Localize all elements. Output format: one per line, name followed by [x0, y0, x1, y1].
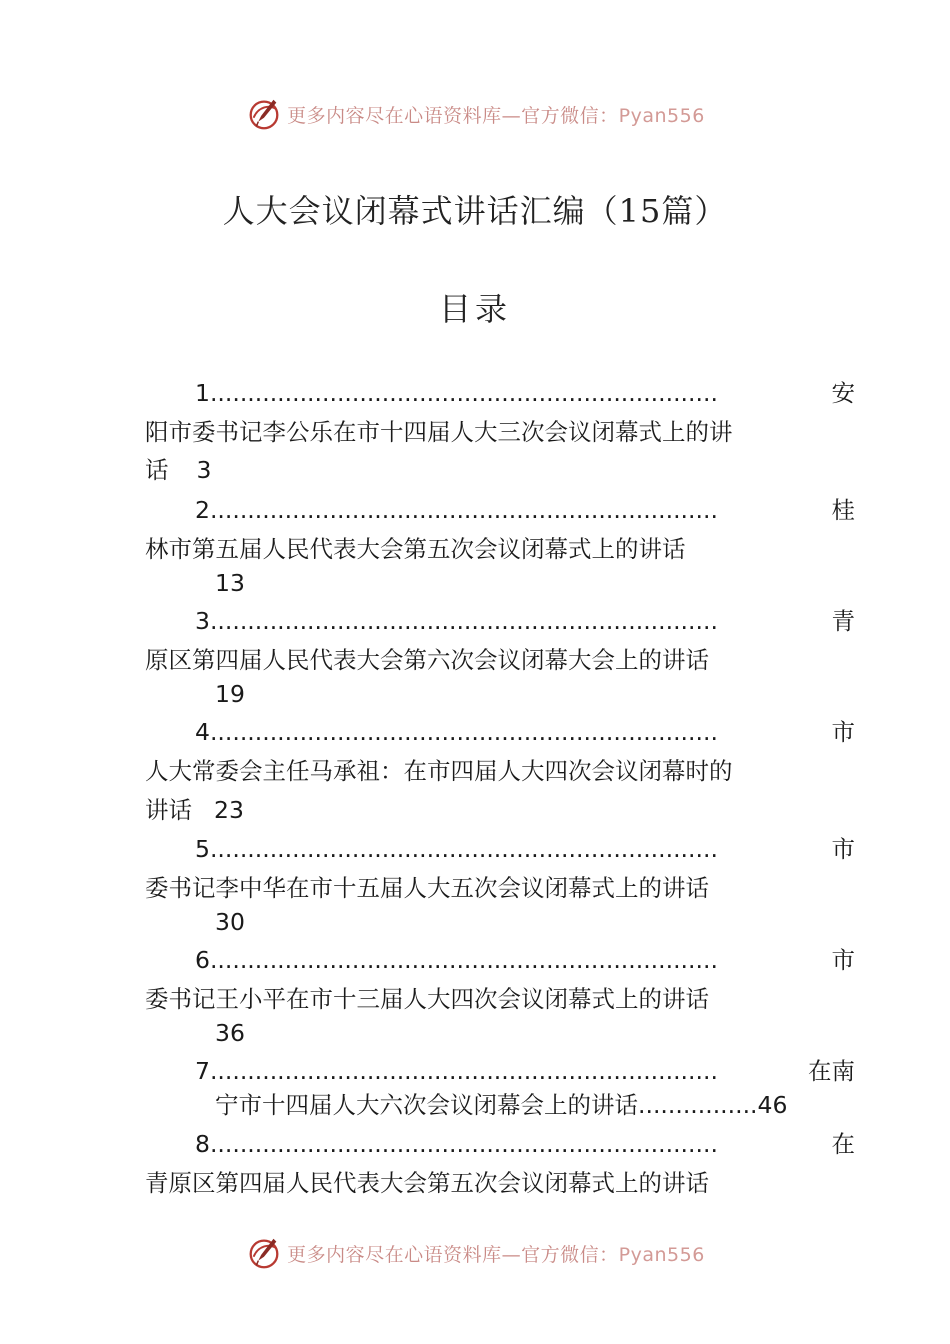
toc-entry-7-title[interactable]: 宁市十四届人大六次会议闭幕会上的讲话................46 — [215, 1091, 788, 1119]
toc-entry-2-lead[interactable]: 2. ................................................................... 桂 — [195, 496, 855, 524]
toc-entry-6-title[interactable]: 委书记王小平在市十三届人大四次会议闭幕式上的讲话 — [145, 985, 709, 1013]
toc-entry-1-lead[interactable]: 1. ................................................................... 安 — [195, 379, 855, 407]
toc-entry-5-page[interactable]: 30 — [215, 908, 245, 936]
toc-entry-5-title[interactable]: 委书记李中华在市十五届人大五次会议闭幕式上的讲话 — [145, 874, 709, 902]
toc-entry-5-lead[interactable]: 5. ................................................................... 市 — [195, 835, 855, 863]
footer-watermark — [0, 1233, 950, 1273]
toc-entry-2-page[interactable]: 13 — [215, 569, 245, 597]
toc-entry-1-title[interactable]: 阳市委书记李公乐在市十四届人大三次会议闭幕式上的讲 — [145, 418, 733, 446]
toc-entry-7-page: 46 — [757, 1091, 788, 1119]
toc-entry-6-page[interactable]: 36 — [215, 1019, 245, 1047]
toc-entry-3-title[interactable]: 原区第四届人民代表大会第六次会议闭幕大会上的讲话 — [145, 646, 709, 674]
document-title: 人大会议闭幕式讲话汇编（15篇） — [222, 192, 728, 230]
toc-entry-2-title[interactable]: 林市第五届人民代表大会第五次会议闭幕式上的讲话 — [145, 535, 686, 563]
toc-entry-7-lead[interactable]: 7. ................................................................... 在南 — [195, 1057, 855, 1085]
toc-heading: 目录 — [438, 290, 511, 328]
toc-entry-3-page[interactable]: 19 — [215, 680, 245, 708]
toc-entry-4-title[interactable]: 人大常委会主任马承祖：在市四届人大四次会议闭幕时的 — [145, 757, 733, 785]
toc-entry-8-title[interactable]: 青原区第四届人民代表大会第五次会议闭幕式上的讲话 — [145, 1169, 709, 1197]
toc-entry-1-title-cont[interactable]: 话 3 — [145, 456, 212, 484]
toc-entry-1-page: 3 — [196, 456, 212, 484]
toc-entry-4-title-cont[interactable]: 讲话 23 — [145, 796, 244, 824]
toc-entry-8-lead[interactable]: 8. ................................................................... 在 — [195, 1130, 855, 1158]
toc-entry-4-page: 23 — [214, 796, 244, 824]
pen-logo-icon — [245, 1234, 283, 1272]
watermark-text: 更多内容尽在心语资料库—官方微信：Pyan556 — [287, 104, 705, 127]
watermark-text: 更多内容尽在心语资料库—官方微信：Pyan556 — [287, 1243, 705, 1266]
toc-entry-6-lead[interactable]: 6. ................................................................... 市 — [195, 946, 855, 974]
toc-entry-4-lead[interactable]: 4. ................................................................... 市 — [195, 718, 855, 746]
toc-entry-3-lead[interactable]: 3. ................................................................... 青 — [195, 607, 855, 635]
